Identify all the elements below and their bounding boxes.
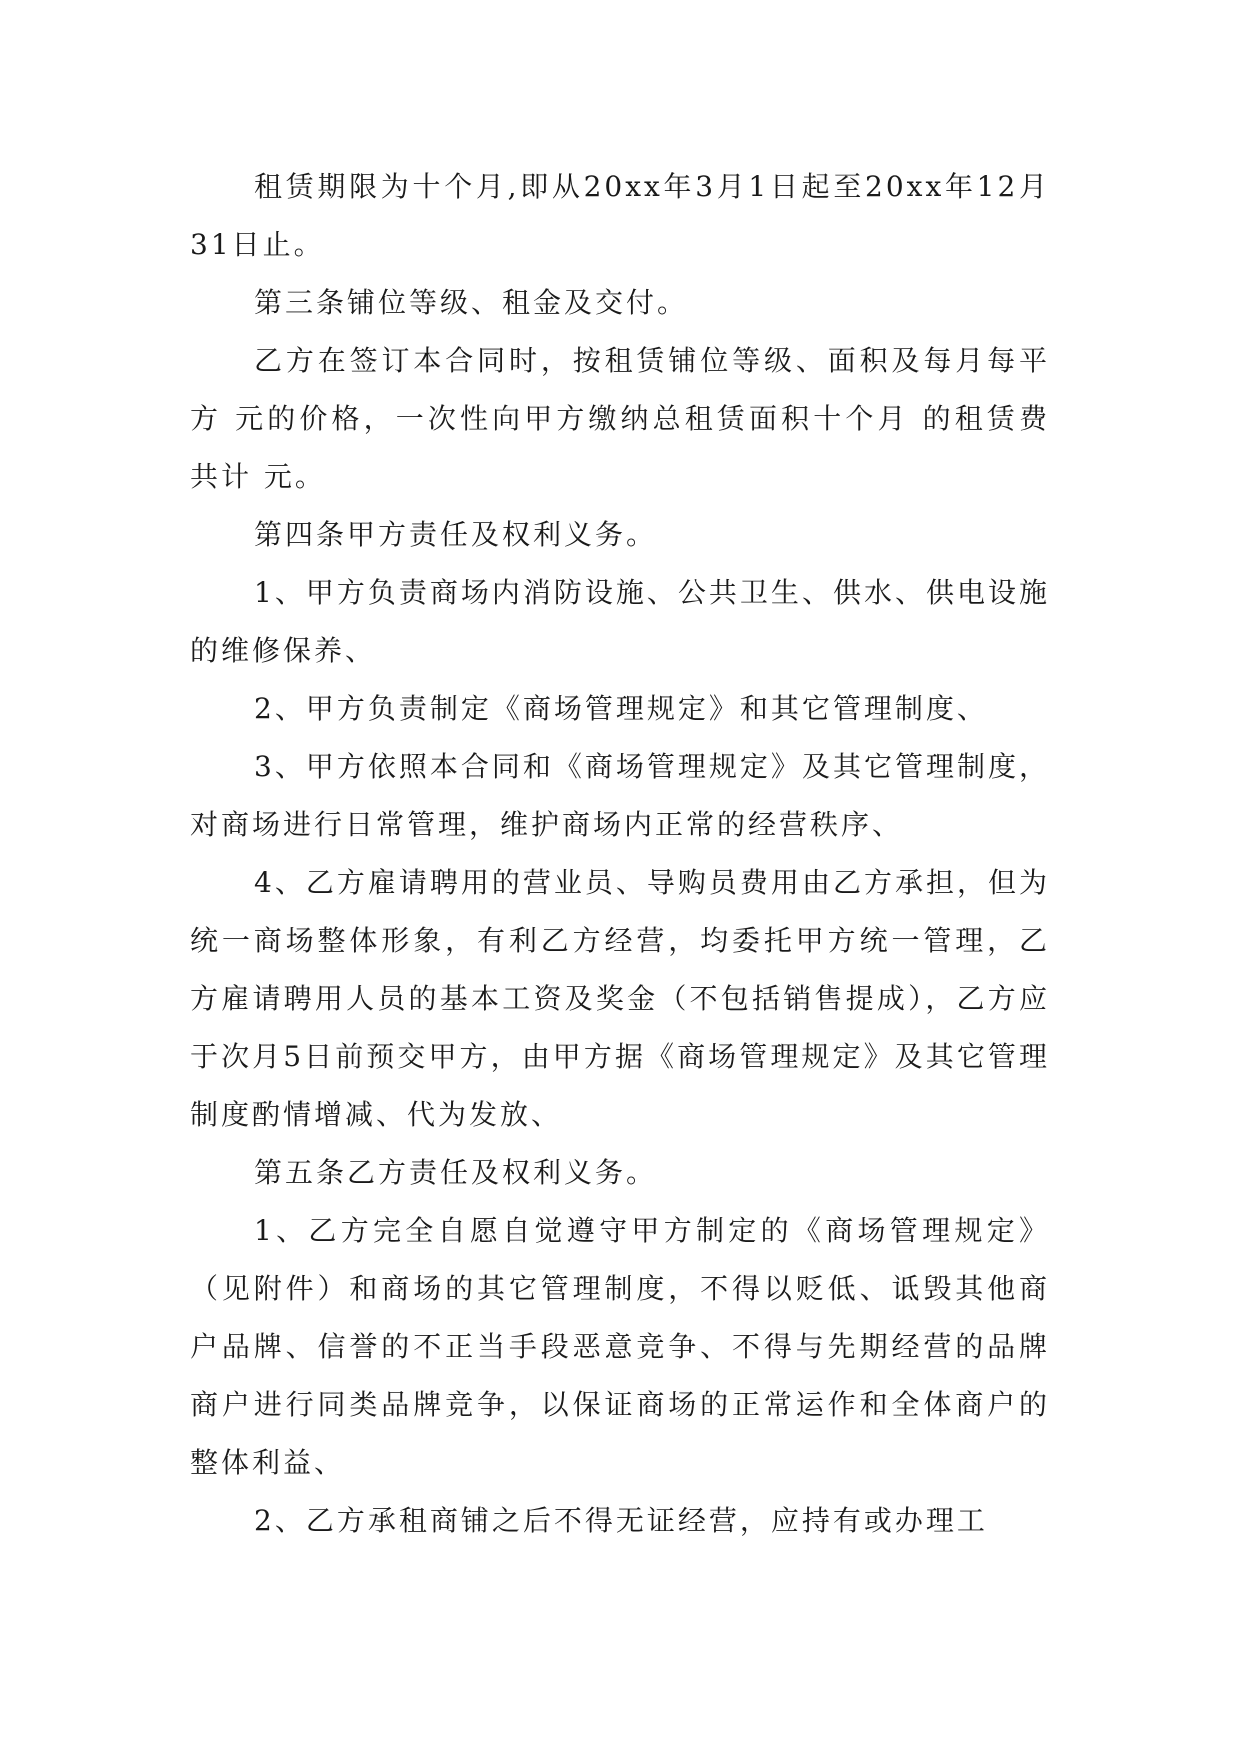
paragraph-party-a-item-1: 1、甲方负责商场内消防设施、公共卫生、供水、供电设施的维修保养、 xyxy=(190,576,1050,667)
document-body xyxy=(190,158,1050,1550)
paragraph-lease-term: 租赁期限为十个月,即从20xx年3月1日起至20xx年12月31日止。 xyxy=(190,170,1050,261)
paragraph-party-a-item-3: 3、甲方依照本合同和《商场管理规定》及其它管理制度，对商场进行日常管理，维护商场内正常的经营秩序、 xyxy=(190,750,1050,841)
paragraph-party-b-item-2: 2、乙方承租商铺之后不得无证经营，应持有或办理工 xyxy=(254,1504,988,1537)
paragraph-party-a-item-2: 2、甲方负责制定《商场管理规定》和其它管理制度、 xyxy=(254,692,988,725)
paragraph-article-3-heading: 第三条铺位等级、租金及交付。 xyxy=(254,286,689,319)
paragraph-article-4-heading: 第四条甲方责任及权利义务。 xyxy=(254,518,658,551)
paragraph-party-b-item-1: 1、乙方完全自愿自觉遵守甲方制定的《商场管理规定》（见附件）和商场的其它管理制度，不得以贬低、诋毁其他商户品牌、信誉的不正当手段恶意竞争、不得与先期经营的品牌商户进行同类品牌竞争，以保证商场的正常运作和全体商户的整体利益、 xyxy=(190,1214,1050,1479)
paragraph-article-5-heading: 第五条乙方责任及权利义务。 xyxy=(254,1156,658,1189)
paragraph-party-a-item-4: 4、乙方雇请聘用的营业员、导购员费用由乙方承担，但为统一商场整体形象，有利乙方经营，均委托甲方统一管理，乙方雇请聘用人员的基本工资及奖金（不包括销售提成），乙方应于次月5日前预交甲方，由甲方据《商场管理规定》及其它管理制度酌情增减、代为发放、 xyxy=(190,866,1050,1131)
paragraph-rent-payment: 乙方在签订本合同时，按租赁铺位等级、面积及每月每平方 元的价格，一次性向甲方缴纳总租赁面积十个月 的租赁费共计 元。 xyxy=(190,344,1050,493)
